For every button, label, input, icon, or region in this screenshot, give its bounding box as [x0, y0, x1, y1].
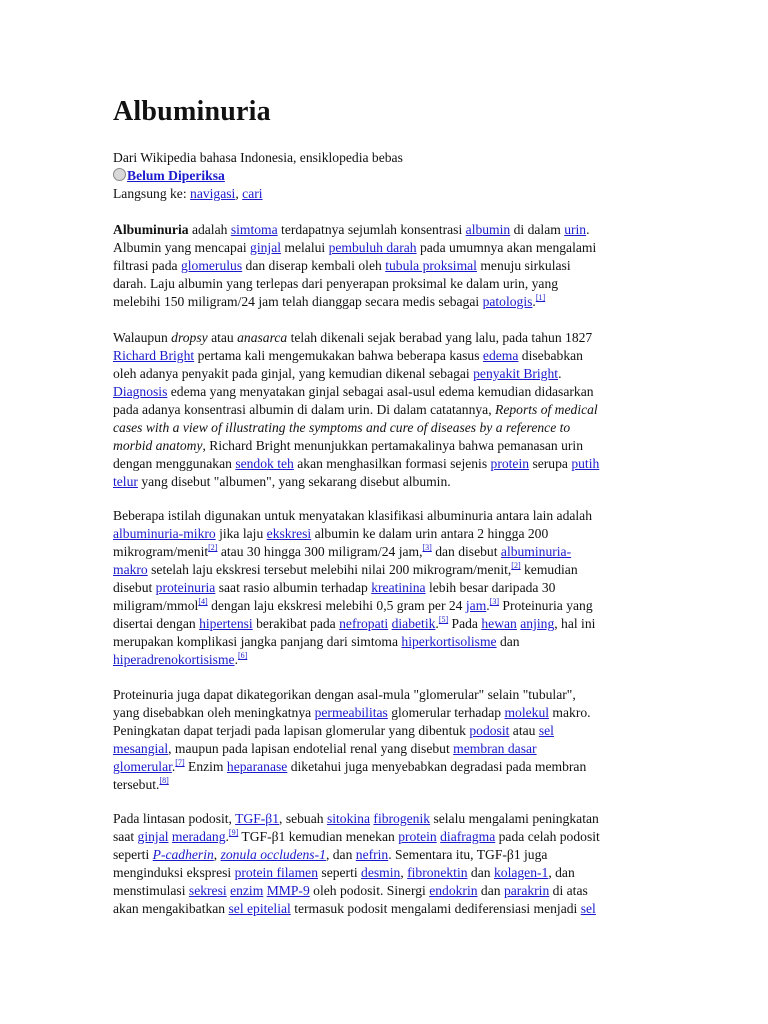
- citation-link[interactable]: [7]: [175, 758, 185, 767]
- wiki-link[interactable]: pembuluh darah: [328, 240, 417, 255]
- wiki-link[interactable]: hiperadrenokortisisme: [113, 652, 235, 667]
- wiki-link[interactable]: fibrogenik: [373, 811, 431, 826]
- text-line: [113, 758, 658, 776]
- text-line: [113, 401, 658, 419]
- wiki-link[interactable]: sitokina: [326, 811, 371, 826]
- text-run: .: [586, 222, 590, 237]
- text-run: menstimulasi: [113, 883, 189, 898]
- wiki-link[interactable]: nefropati: [339, 616, 389, 631]
- text-run: Proteinuria yang: [499, 598, 593, 613]
- text-run: adalah: [188, 222, 231, 237]
- wiki-link[interactable]: zonula occludens-1: [220, 847, 326, 862]
- text-run: akan mengakibatkan: [113, 901, 229, 916]
- citation-link[interactable]: [3]: [489, 597, 500, 606]
- italic-text: anasarca: [237, 330, 288, 345]
- text-line: [113, 561, 658, 579]
- paragraph-history: [113, 329, 658, 491]
- text-run: pada umumnya akan mengalami: [416, 240, 597, 255]
- citation-link[interactable]: [4]: [198, 597, 208, 606]
- text-run: .: [486, 598, 490, 613]
- text-line: [113, 722, 658, 740]
- text-run: disertai dengan: [113, 616, 200, 631]
- wiki-link[interactable]: mesangial: [113, 741, 169, 756]
- wiki-link[interactable]: meradang: [171, 829, 226, 844]
- text-run: kemudian: [520, 562, 578, 577]
- text-run: miligram/mmol: [113, 598, 199, 613]
- jump-navigation-link[interactable]: navigasi: [190, 186, 236, 201]
- paragraph-podocyte: [113, 810, 658, 918]
- wiki-link[interactable]: proteinuria: [155, 580, 216, 595]
- jump-separator: ,: [235, 186, 239, 201]
- wiki-link[interactable]: Richard Bright: [113, 348, 195, 363]
- text-run: setelah laju ekskresi tersebut melebihi nilai 200 mikrogram/menit,: [147, 562, 512, 577]
- text-run: glomerular terhadap: [387, 705, 505, 720]
- wiki-link[interactable]: kolagen-1: [493, 865, 549, 880]
- text-run: Peningkatan dapat terjadi pada lapisan glomerular yang dibentuk: [113, 723, 470, 738]
- text-run: , hal ini: [554, 616, 596, 631]
- wiki-link[interactable]: urin: [564, 222, 587, 237]
- citation-link[interactable]: [8]: [159, 776, 169, 785]
- wiki-link[interactable]: hewan: [481, 616, 517, 631]
- wiki-link[interactable]: ginjal: [137, 829, 169, 844]
- text-run: merupakan komplikasi jangka panjang dari simtoma: [113, 634, 402, 649]
- text-run: .: [171, 759, 176, 774]
- text-line: [113, 828, 658, 846]
- text-run: darah. Laju albumin yang terlepas dari penyerapan proksimal ke dalam urin, yang: [113, 276, 559, 291]
- text-run: Proteinuria juga dapat dikategorikan dengan asal-mula "glomerular" selain "tubular",: [113, 687, 576, 702]
- text-line: [113, 579, 658, 597]
- text-line: [113, 704, 658, 722]
- text-line: [113, 846, 658, 864]
- wiki-link[interactable]: penyakit Bright: [473, 366, 559, 381]
- citation[interactable]: [422, 543, 431, 552]
- citation[interactable]: [511, 561, 520, 570]
- text-run: , dan: [548, 865, 575, 880]
- wiki-link[interactable]: anjing: [520, 616, 555, 631]
- text-run: dengan laju ekskresi melebihi 0,5 gram per 24: [207, 598, 466, 613]
- text-run: diketahui juga menyebabkan degradasi pada membran: [287, 759, 587, 774]
- text-run: selalu mengalami peningkatan: [430, 811, 599, 826]
- text-run: , maupun pada lapisan endotelial renal yang disebut: [168, 741, 454, 756]
- text-run: Beberapa istilah digunakan untuk menyatakan klasifikasi albuminuria antara lain adalah: [113, 508, 593, 523]
- citation-link[interactable]: [6]: [237, 651, 248, 660]
- text-run: mikrogram/menit: [113, 544, 209, 559]
- citation-link[interactable]: [2]: [511, 561, 521, 570]
- text-line: [113, 329, 658, 347]
- text-line: [113, 740, 658, 758]
- wiki-link[interactable]: ginjal: [250, 240, 282, 255]
- text-run: di dalam: [510, 222, 565, 237]
- wiki-link[interactable]: patologis: [482, 294, 533, 309]
- text-run: Pada: [448, 616, 482, 631]
- text-run: pada celah podosit: [495, 829, 600, 844]
- wiki-link[interactable]: diabetik: [391, 616, 436, 631]
- text-run: . Sementara itu, TGF-β1 juga: [388, 847, 548, 862]
- text-run: saat: [113, 829, 138, 844]
- text-run: Walaupun: [113, 330, 172, 345]
- text-line: [113, 651, 658, 669]
- text-run: makro.: [549, 705, 591, 720]
- page-title: Albuminuria: [113, 96, 271, 127]
- jump-search-link[interactable]: cari: [242, 186, 263, 201]
- text-line: [113, 347, 658, 365]
- review-status[interactable]: [113, 167, 658, 185]
- text-run: atau: [509, 723, 539, 738]
- wiki-link[interactable]: sendok teh: [235, 456, 294, 471]
- text-line: [113, 455, 658, 473]
- citation-link[interactable]: [3]: [422, 543, 432, 552]
- citation[interactable]: [175, 758, 184, 767]
- bold-term: Albuminuria: [113, 222, 189, 237]
- text-run: ,: [400, 865, 408, 880]
- wiki-link[interactable]: sel epitelial: [228, 901, 291, 916]
- text-run: lebih besar daripada 30: [425, 580, 556, 595]
- text-run: dan disebut: [431, 544, 501, 559]
- wiki-link[interactable]: ekskresi: [266, 526, 312, 541]
- wiki-link[interactable]: TGF-β1: [235, 811, 280, 826]
- wiki-link[interactable]: diafragma: [440, 829, 496, 844]
- text-run: menginduksi ekspresi: [113, 865, 235, 880]
- citation[interactable]: [439, 615, 448, 624]
- text-line: [113, 597, 658, 615]
- text-run: albumin ke dalam urin antara 2 hingga 200: [311, 526, 549, 541]
- text-line: [113, 615, 658, 633]
- italic-text: dropsy: [171, 330, 208, 345]
- text-run: atau 30 hingga 300 miligram/24 jam,: [217, 544, 423, 559]
- wiki-link[interactable]: simtoma: [230, 222, 278, 237]
- text-run: oleh podosit. Sinergi: [309, 883, 430, 898]
- wiki-link[interactable]: heparanase: [226, 759, 288, 774]
- text-run: melalui: [281, 240, 329, 255]
- text-line: [113, 437, 658, 455]
- text-run: , dan: [325, 847, 356, 862]
- wiki-link[interactable]: endokrin: [429, 883, 478, 898]
- article-meta: [113, 149, 658, 203]
- wiki-link[interactable]: enzim: [230, 883, 264, 898]
- wiki-link[interactable]: molekul: [504, 705, 550, 720]
- text-line: [113, 633, 658, 651]
- text-run: oleh adanya penyakit pada ginjal, yang kemudian dikenal sebagai: [113, 366, 474, 381]
- text-run: jika laju: [215, 526, 267, 541]
- wiki-link[interactable]: sel: [538, 723, 554, 738]
- text-run: seperti: [113, 847, 153, 862]
- review-status-label[interactable]: Belum Diperiksa: [127, 168, 225, 183]
- text-line: [113, 275, 658, 293]
- text-run: melebihi 150 miligram/24 jam telah dianggap secara medis sebagai: [113, 294, 483, 309]
- text-line: [113, 293, 658, 311]
- wiki-link[interactable]: albumin: [465, 222, 511, 237]
- text-run: yang disebabkan oleh meningkatnya: [113, 705, 315, 720]
- text-run: , Richard Bright menunjukkan pertamakalinya bahwa pemanasan urin: [202, 438, 584, 453]
- text-run: dan: [496, 634, 520, 649]
- citation-link[interactable]: [2]: [208, 543, 218, 552]
- paragraph-classification: [113, 507, 658, 669]
- text-line: [113, 776, 658, 794]
- text-run: filtrasi pada: [113, 258, 181, 273]
- wiki-link[interactable]: protein: [490, 456, 530, 471]
- citation[interactable]: [536, 293, 545, 302]
- text-run: .: [234, 652, 238, 667]
- citation[interactable]: [198, 597, 207, 606]
- text-run: dan diserap kembali oleh: [242, 258, 386, 273]
- wiki-link[interactable]: nefrin: [355, 847, 389, 862]
- wiki-link[interactable]: permeabilitas: [314, 705, 388, 720]
- text-run: terdapatnya sejumlah konsentrasi: [277, 222, 466, 237]
- text-line: [113, 686, 658, 704]
- text-run: di atas: [549, 883, 588, 898]
- text-run: disebabkan: [518, 348, 583, 363]
- text-run: termasuk podosit mengalami dediferensiasi menjadi: [290, 901, 581, 916]
- text-line: [113, 864, 658, 882]
- wiki-link[interactable]: albuminuria-mikro: [113, 526, 216, 541]
- text-line: [113, 239, 658, 257]
- text-run: , sebuah: [279, 811, 327, 826]
- wiki-link[interactable]: parakrin: [503, 883, 550, 898]
- wiki-link[interactable]: jam: [465, 598, 487, 613]
- wiki-link[interactable]: sel: [580, 901, 596, 916]
- text-line: [113, 543, 658, 561]
- wiki-link[interactable]: glomerular: [113, 759, 172, 774]
- wiki-link[interactable]: putih: [571, 456, 600, 471]
- text-run: .: [435, 616, 439, 631]
- text-run: dengan menggunakan: [113, 456, 236, 471]
- wiki-link[interactable]: kreatinina: [371, 580, 426, 595]
- citation[interactable]: [238, 651, 247, 660]
- text-run: dan: [477, 883, 504, 898]
- wiki-link[interactable]: membran dasar: [453, 741, 537, 756]
- text-line: [113, 383, 658, 401]
- review-status-icon: [113, 168, 126, 181]
- citation-link[interactable]: [5]: [438, 615, 449, 624]
- italic-text: Reports of medical: [495, 402, 598, 417]
- jump-links: [113, 185, 658, 203]
- text-run: ,: [213, 847, 221, 862]
- text-line: [113, 525, 658, 543]
- text-line: [113, 900, 658, 918]
- text-run: disebut: [113, 580, 156, 595]
- text-run: TGF-β1 kemudian menekan: [238, 829, 399, 844]
- text-run: berakibat pada: [252, 616, 340, 631]
- wiki-link[interactable]: podosit: [469, 723, 510, 738]
- wiki-link[interactable]: Diagnosis: [113, 384, 168, 399]
- wiki-link[interactable]: glomerulus: [180, 258, 243, 273]
- text-run: dan: [467, 865, 494, 880]
- wiki-link[interactable]: desmin: [361, 865, 401, 880]
- jump-prefix: Langsung ke:: [113, 186, 187, 201]
- wiki-link[interactable]: MMP-9: [266, 883, 310, 898]
- text-line: [113, 221, 658, 239]
- text-line: [113, 882, 658, 900]
- text-run: Enzim: [184, 759, 227, 774]
- text-run: edema yang menyatakan ginjal sebagai asal-usul edema kemudian didasarkan: [167, 384, 594, 399]
- text-line: [113, 507, 658, 525]
- text-run: akan menghasilkan formasi sejenis: [293, 456, 491, 471]
- citation-link[interactable]: [9]: [228, 828, 239, 837]
- text-run: Albumin yang mencapai: [113, 240, 251, 255]
- citation[interactable]: [490, 597, 499, 606]
- text-line: [113, 257, 658, 275]
- wiki-link[interactable]: telur: [113, 474, 138, 489]
- text-run: pertama kali mengemukakan bahwa beberapa kasus: [194, 348, 483, 363]
- wiki-link[interactable]: albuminuria-: [500, 544, 572, 559]
- wiki-link[interactable]: protein: [398, 829, 437, 844]
- wiki-link[interactable]: edema: [482, 348, 519, 363]
- wiki-link[interactable]: protein filamen: [234, 865, 318, 880]
- text-run: seperti: [318, 865, 362, 880]
- paragraph-definition: [113, 221, 658, 311]
- italic-text: morbid anatomy: [113, 438, 203, 453]
- citation-link[interactable]: [1]: [535, 293, 546, 302]
- text-run: .: [225, 829, 229, 844]
- wiki-link[interactable]: makro: [113, 562, 148, 577]
- wiki-link[interactable]: fibronektin: [407, 865, 468, 880]
- citation[interactable]: [159, 776, 168, 785]
- text-line: [113, 810, 658, 828]
- text-line: [113, 419, 658, 437]
- text-run: Pada lintasan podosit,: [113, 811, 236, 826]
- italic-text: cases with a view of illustrating the symptoms and cure of diseases by a reference to: [113, 420, 571, 435]
- text-run: serupa: [529, 456, 572, 471]
- wiki-link[interactable]: hipertensi: [199, 616, 253, 631]
- wiki-link[interactable]: tubula proksimal: [385, 258, 477, 273]
- wiki-link[interactable]: hiperkortisolisme: [401, 634, 497, 649]
- text-run: atau: [207, 330, 238, 345]
- wiki-link[interactable]: sekresi: [188, 883, 227, 898]
- text-run: .: [532, 294, 536, 309]
- text-run: yang disebut "albumen", yang sekarang disebut albumin.: [137, 474, 451, 489]
- text-run: menuju sirkulasi: [476, 258, 571, 273]
- text-run: pada adanya konsentrasi albumin di dalam urin. Di dalam catatannya,: [113, 402, 496, 417]
- text-run: saat rasio albumin terhadap: [215, 580, 372, 595]
- paragraph-glomerular: [113, 686, 658, 794]
- wiki-link[interactable]: P-cadherin: [152, 847, 214, 862]
- text-line: [113, 473, 658, 491]
- site-subtitle: Dari Wikipedia bahasa Indonesia, ensiklopedia bebas: [113, 150, 403, 165]
- text-line: [113, 365, 658, 383]
- citation[interactable]: [229, 828, 238, 837]
- text-run: .: [558, 366, 562, 381]
- text-run: tersebut.: [113, 777, 160, 792]
- text-run: telah dikenali sejak berabad yang lalu, pada tahun 1827: [287, 330, 593, 345]
